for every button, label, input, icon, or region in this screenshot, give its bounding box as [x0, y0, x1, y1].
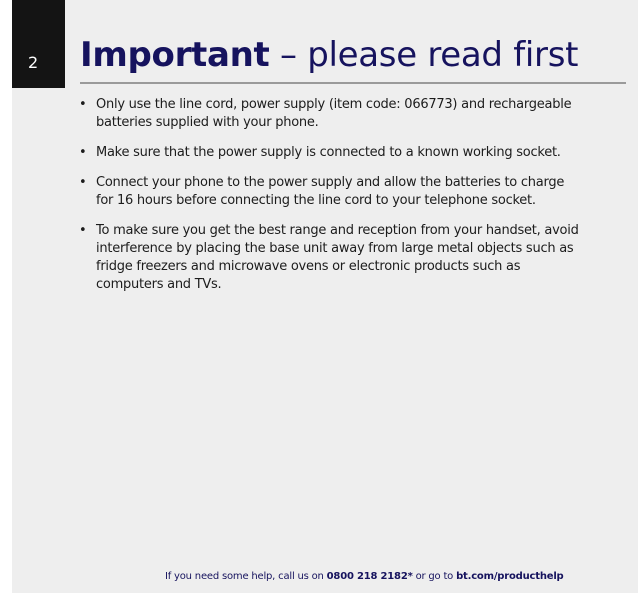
page-title-bold: Important	[80, 35, 270, 75]
list-item	[79, 144, 579, 162]
bullet-icon: •	[79, 175, 87, 190]
help-website-link[interactable]: bt.com/producthelp	[456, 571, 564, 582]
list-item	[79, 96, 579, 132]
page-title	[80, 34, 620, 76]
list-item-text: Make sure that the power supply is connected to a known working socket.	[96, 145, 561, 160]
bullet-icon: •	[79, 223, 87, 238]
bullet-icon: •	[79, 97, 87, 112]
list-item	[79, 222, 579, 294]
footer-prefix: If you need some help, call us on	[165, 571, 327, 582]
help-phone-number: 0800 218 2182*	[326, 571, 413, 582]
page-title-rest: – please read first	[269, 35, 579, 75]
footer-middle: or go to	[412, 571, 457, 582]
list-item-text: To make sure you get the best range and reception from your handset, avoid interference by placing the base unit away from large metal objects such as fridge freezers and microwave ovens or electronic products such as computers and TVs.	[96, 223, 579, 292]
list-item-text: Only use the line cord, power supply (item code: 066773) and rechargeable batteries supplied with your phone.	[96, 97, 572, 130]
help-footer	[165, 571, 565, 583]
list-item	[79, 174, 579, 210]
page-number-tab	[12, 0, 65, 88]
title-underline	[80, 82, 626, 84]
list-item-text: Connect your phone to the power supply and allow the batteries to charge for 16 hours before connecting the line cord to your telephone socket.	[96, 175, 565, 208]
page-number: 2	[28, 53, 39, 72]
bullet-icon: •	[79, 145, 87, 160]
important-instructions-list	[79, 96, 579, 306]
